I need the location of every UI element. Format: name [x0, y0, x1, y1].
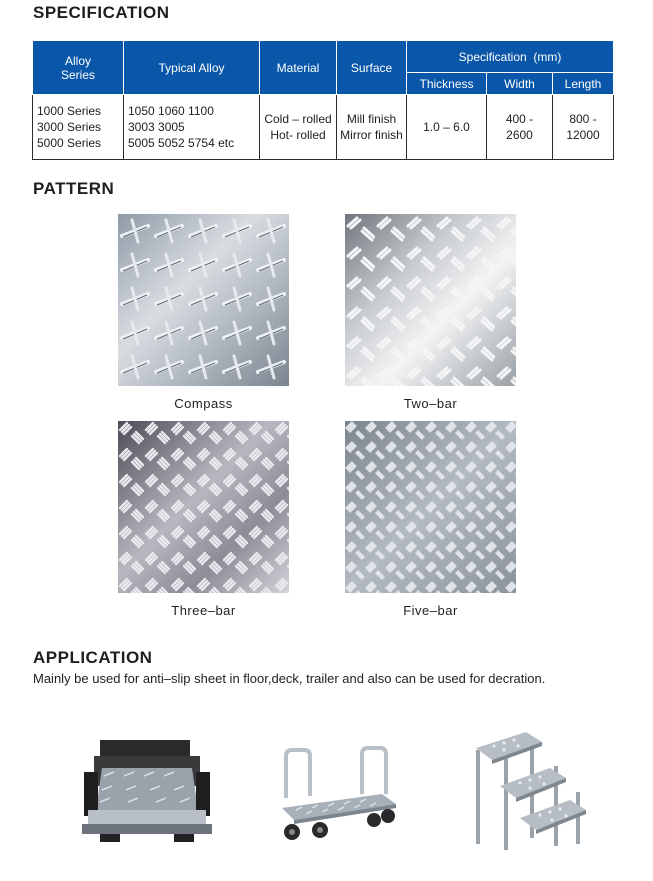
- cell-length: 800 - 12000: [553, 95, 614, 160]
- header-material: Material: [260, 41, 337, 95]
- two-bar-pattern-image: [345, 214, 516, 386]
- cell-surface: Mill finish Mirror finish: [337, 95, 407, 160]
- header-typical-alloy: Typical Alloy: [124, 41, 260, 95]
- cell-thickness: 1.0 – 6.0: [407, 95, 487, 160]
- header-surface: Surface: [337, 41, 407, 95]
- pickup-truck-image: [80, 738, 214, 846]
- compass-pattern-image: [118, 214, 289, 386]
- pattern-heading: PATTERN: [33, 179, 115, 198]
- cell-series: 1000 Series 3000 Series 5000 Series: [33, 95, 124, 160]
- header-length: Length: [553, 73, 614, 95]
- header-thickness: Thickness: [407, 73, 487, 95]
- specification-heading: SPECIFICATION: [33, 3, 170, 22]
- table-row: [33, 95, 614, 160]
- three-bar-pattern-image: [118, 421, 289, 593]
- specification-table: [32, 40, 614, 160]
- application-heading: APPLICATION: [33, 648, 153, 667]
- compass-caption: Compass: [174, 396, 233, 411]
- cell-typical-alloy: 1050 1060 1100 3003 3005 5005 5052 5754 etc: [124, 95, 260, 160]
- three-bar-caption: Three–bar: [171, 603, 236, 618]
- application-description: Mainly be used for anti–slip sheet in floor,deck, trailer and also can be used for decration.: [33, 671, 546, 686]
- cell-material: Cold – rolled Hot- rolled: [260, 95, 337, 160]
- header-specification: Specification (mm): [407, 41, 614, 73]
- platform-trolley-image: [276, 746, 400, 844]
- five-bar-pattern-image: [345, 421, 516, 593]
- header-alloy-series: Alloy Series: [33, 41, 124, 95]
- cell-width: 400 - 2600: [487, 95, 553, 160]
- five-bar-caption: Five–bar: [403, 603, 458, 618]
- step-stand-image: [470, 726, 588, 852]
- header-width: Width: [487, 73, 553, 95]
- two-bar-caption: Two–bar: [403, 396, 458, 411]
